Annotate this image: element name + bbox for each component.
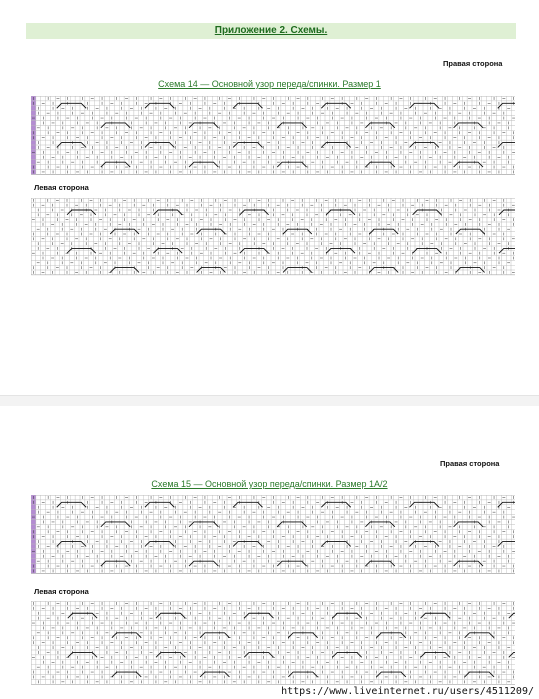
scheme-15-title: Схема 15 — Основной узор переда/спинки. Размер 1А/2 [151, 479, 388, 489]
document-page-2 [0, 406, 539, 699]
right-side-label-1: Правая сторона [443, 59, 503, 68]
source-watermark: https://www.liveinternet.ru/users/4511209/ [281, 686, 534, 697]
left-side-label-1: Левая сторона [34, 183, 89, 192]
scheme-14-title: Схема 14 — Основной узор переда/спинки. Размер 1 [158, 79, 381, 89]
scheme-14-right-grid [31, 96, 515, 176]
appendix-header: Приложение 2. Схемы. [26, 23, 516, 39]
scheme-15-left-grid [31, 601, 515, 685]
left-side-label-2: Левая сторона [34, 587, 89, 596]
right-side-label-2: Правая сторона [440, 459, 500, 468]
scheme-14-left-grid [31, 198, 515, 276]
scheme-15-right-grid [31, 495, 515, 575]
